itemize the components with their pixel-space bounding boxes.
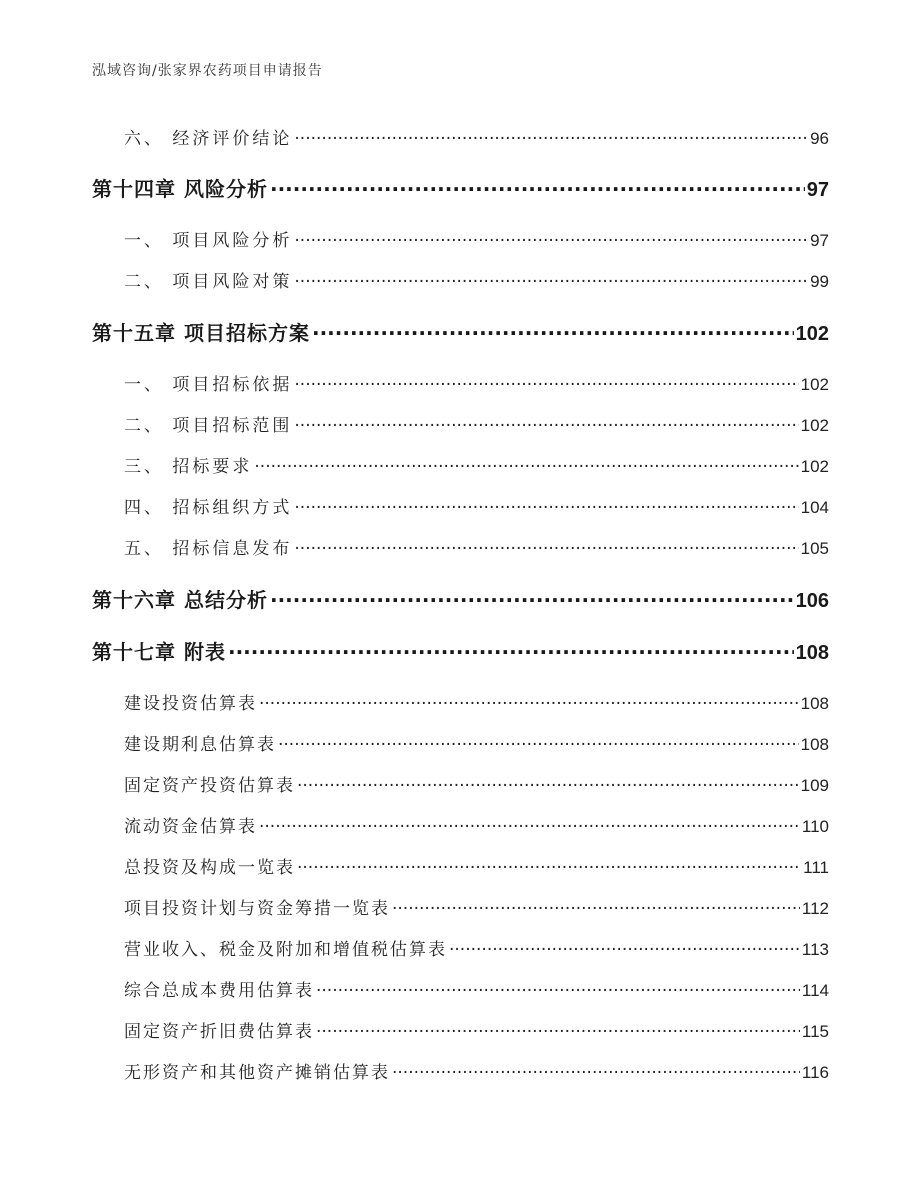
toc-entry-label: 五、 招标信息发布 — [124, 539, 293, 559]
toc-entry-label: 四、 招标组织方式 — [124, 498, 293, 518]
dot-leader — [270, 587, 794, 607]
toc-entry-page-number: 109 — [800, 776, 829, 795]
toc-entry-page-number: 110 — [801, 817, 829, 836]
dot-leader — [294, 270, 808, 287]
toc-entry-appendix[interactable] — [124, 1017, 829, 1042]
dot-leader — [312, 320, 794, 340]
toc-entry-chapter[interactable] — [92, 317, 829, 346]
dot-leader — [392, 897, 800, 914]
toc-entry-section[interactable] — [124, 226, 829, 251]
toc-entry-section[interactable] — [124, 124, 829, 149]
dot-leader — [228, 639, 794, 659]
toc-entry-page-number: 102 — [800, 457, 829, 476]
dot-leader — [270, 176, 805, 196]
toc-entry-label: 建设投资估算表 — [124, 694, 257, 714]
toc-entry-page-number: 97 — [806, 179, 829, 201]
toc-entry-section[interactable] — [124, 411, 829, 436]
dot-leader — [294, 229, 808, 246]
toc-entry-section[interactable] — [124, 370, 829, 395]
page-header: 泓域咨询/张家界农药项目申请报告 — [92, 63, 323, 79]
dot-leader — [294, 127, 808, 144]
toc-entry-label: 第十四章 风险分析 — [92, 177, 268, 201]
toc-entry-label: 流动资金估算表 — [124, 817, 257, 837]
toc-entry-appendix[interactable] — [124, 730, 829, 755]
toc-entry-page-number: 105 — [800, 539, 829, 558]
toc-entry-page-number: 108 — [800, 694, 829, 713]
toc-entry-label: 营业收入、税金及附加和增值税估算表 — [124, 940, 447, 960]
toc-entry-label: 二、 项目风险对策 — [124, 272, 293, 292]
toc-entry-page-number: 108 — [800, 735, 829, 754]
dot-leader — [259, 692, 799, 709]
dot-leader — [294, 537, 798, 554]
toc-entry-appendix[interactable] — [124, 1058, 829, 1083]
toc-entry-chapter[interactable] — [92, 636, 829, 665]
toc-entry-appendix[interactable] — [124, 976, 829, 1001]
dot-leader — [259, 815, 800, 832]
dot-leader — [278, 733, 799, 750]
dot-leader — [294, 496, 798, 513]
toc-entry-label: 固定资产投资估算表 — [124, 776, 295, 796]
toc-entry-appendix[interactable] — [124, 689, 829, 714]
toc-entry-appendix[interactable] — [124, 771, 829, 796]
toc-entry-page-number: 111 — [803, 858, 829, 877]
toc-entry-label: 项目投资计划与资金筹措一览表 — [124, 899, 390, 919]
toc-entry-label: 综合总成本费用估算表 — [124, 981, 314, 1001]
toc-entry-appendix[interactable] — [124, 935, 829, 960]
toc-entry-page-number: 102 — [795, 323, 829, 345]
dot-leader — [392, 1061, 800, 1078]
toc-entry-label: 第十五章 项目招标方案 — [92, 321, 310, 345]
toc-entry-page-number: 97 — [810, 231, 829, 250]
toc-entry-section[interactable] — [124, 452, 829, 477]
toc-entry-label: 第十七章 附表 — [92, 640, 226, 664]
toc-entry-section[interactable] — [124, 534, 829, 559]
toc-entry-page-number: 102 — [800, 416, 829, 435]
toc-entry-appendix[interactable] — [124, 812, 829, 837]
toc-entry-label: 一、 项目风险分析 — [124, 231, 293, 251]
toc-entry-page-number: 104 — [800, 498, 829, 517]
toc-entry-page-number: 113 — [801, 940, 829, 959]
toc-entry-chapter[interactable] — [92, 173, 829, 202]
toc-entry-label: 三、 招标要求 — [124, 457, 253, 477]
toc-entry-page-number: 114 — [801, 981, 829, 1000]
toc-entry-label: 固定资产折旧费估算表 — [124, 1022, 314, 1042]
toc-entry-label: 六、 经济评价结论 — [124, 129, 293, 149]
toc-entry-page-number: 112 — [801, 899, 829, 918]
toc-entry-page-number: 106 — [795, 590, 829, 612]
dot-leader — [449, 938, 800, 955]
toc-entry-page-number: 108 — [795, 642, 829, 664]
toc-entry-appendix[interactable] — [124, 853, 829, 878]
dot-leader — [297, 774, 799, 791]
toc-entry-chapter[interactable] — [92, 584, 829, 613]
toc-entry-page-number: 102 — [800, 375, 829, 394]
dot-leader — [254, 455, 798, 472]
toc-entry-section[interactable] — [124, 493, 829, 518]
dot-leader — [297, 856, 801, 873]
toc-entry-label: 总投资及构成一览表 — [124, 858, 295, 878]
toc-entry-label: 一、 项目招标依据 — [124, 375, 293, 395]
toc-entry-section[interactable] — [124, 267, 829, 292]
toc-entry-label: 无形资产和其他资产摊销估算表 — [124, 1063, 390, 1083]
dot-leader — [316, 1020, 800, 1037]
toc-entry-label: 建设期利息估算表 — [124, 735, 276, 755]
toc-entry-page-number: 115 — [801, 1022, 829, 1041]
toc-entry-page-number: 99 — [810, 272, 829, 291]
dot-leader — [316, 979, 800, 996]
toc-entry-label: 二、 项目招标范围 — [124, 416, 293, 436]
dot-leader — [294, 373, 798, 390]
toc-entry-page-number: 96 — [810, 129, 829, 148]
toc-entry-appendix[interactable] — [124, 894, 829, 919]
dot-leader — [294, 414, 798, 431]
toc-entry-label: 第十六章 总结分析 — [92, 588, 268, 612]
toc-entry-page-number: 116 — [801, 1063, 829, 1082]
